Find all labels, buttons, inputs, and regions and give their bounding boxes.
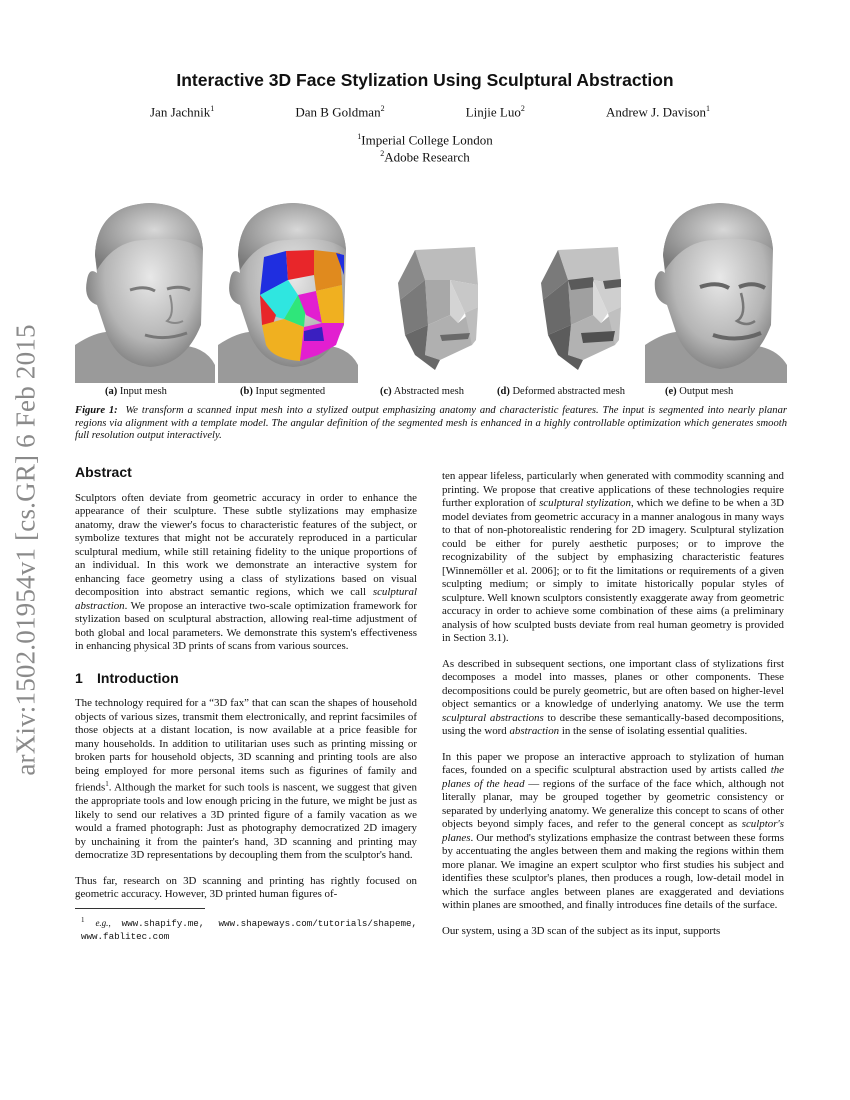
author: Dan B Goldman$^2$ — [295, 104, 385, 120]
panel-label: (a) Input mesh — [105, 386, 167, 397]
input-mesh-image — [75, 195, 215, 383]
left-column — [75, 466, 417, 943]
paper-title: Interactive 3D Face Stylization Using Sculptural Abstraction — [176, 70, 674, 90]
panel-label: (c) Abstracted mesh — [380, 386, 464, 397]
footnote-divider — [75, 908, 205, 909]
abstract-text: Sculptors often deviate from geometric accuracy in order to enhance the appearance of their sculpture. These subtle stylizations may emphasize anatomy, draw the viewer's focus to characteristic features of the subject, or symbolize textures that might not be accurately reproduced in a particular sculptural medium, while still retaining fidelity to the unique proportions of an individual. In this work we demonstrate an interactive system for enhancing face geometry using a class of stylizations based on visual decomposition into abstract semantic regions, which we call sculptural abstraction. We propose an interactive two-scale optimization framework for stylization based on sculptural abstraction, allowing real-time adjustment of both global and local parameters. We demonstrate this system's effectiveness in enhancing physical 3D prints of scans from various sources. — [75, 491, 417, 652]
segmented-mesh-image — [218, 195, 358, 383]
author-list — [150, 104, 710, 120]
body-paragraph: As described in subsequent sections, one important class of stylizations first decomposes a model into masses, planes or other components. These decompositions could be purely geometric, but are often based on higher-level object semantics or a knowledge of underlying anatomy. We use the term sculptural abstractions to describe these semantically-based decompositions, using the word abstraction in the sense of isolating essential qualities. — [442, 657, 785, 737]
author: Jan Jachnik$^1$ — [150, 104, 215, 120]
arxiv-stamp — [6, 300, 46, 800]
panel-label: (b) Input segmented — [240, 386, 326, 397]
figure-caption: Figure 1: We transform a scanned input mesh into a stylized output emphasizing anatomy and characteristic features. The input is segmented into nearly planar regions via alignment with a template model. The angular definition of the segmented mesh is enhanced in a highly controllable optimization which generates smooth full resolution output interactively. — [75, 405, 787, 441]
body-paragraph: Our system, using a 3D scan of the subject as its input, supports — [442, 924, 721, 937]
body-paragraph: In this paper we propose an interactive approach to stylization of human faces, founded on a specific sculptural abstraction used by artists called the planes of the head — regions of the surface of the face which, although not literally planar, may be grouped together by geometric consistency or separated by underlying anatomy. We generalize this concept to scans of other objects beyond simply faces, and refer to the general concept as sculptor's planes. Our method's stylizations emphasize the contrast between these forms by accentuating the angles between them and making the regions within them more planar. We imagine an expert sculptor who first studies his subject and identifies these sculptor's planes, then produces a rough, low-detail model in which the surface angles between planes are exaggerated and deviations within planes are smoothed, and finally introduces fine details of the surface. — [442, 750, 784, 911]
body-paragraph: ten appear lifeless, particularly when generated with commodity scanning and printing. We propose that creative applications of these technologies require further exploration of sculptural stylization, which we define to be when a 3D model deviates from geometric accuracy in a manner analogous in many ways to that of non-photorealistic rendering for 2D imagery. Sculptural stylization could be either for purely aesthetic purposes; or to improve the recognizability of the subject by emphasizing characteristic features [Winnemöller et al. 2006]; or to fit the limitations or requirements of a given sculpting medium; or simply to imitate historically popular styles of sculpture. Well known sculptors consistently exaggerate away from geometric accuracy in order to achieve some combination of these aims (a preliminary analysis of how sculpted busts deviate from real human geometry is provided in Section 3.1). — [442, 470, 785, 644]
panel-label: (d) Deformed abstracted mesh — [497, 386, 626, 397]
author: Linjie Luo$^2$ — [465, 104, 525, 120]
output-mesh-image — [645, 195, 787, 383]
affiliation: $^1$Imperial College London — [357, 132, 493, 148]
figure-1 — [75, 195, 787, 383]
affiliation: $^2$Adobe Research — [380, 149, 470, 165]
intro-paragraph: The technology required for a “3D fax” that can scan the shapes of household objects of various sizes, transmit them electronically, and reprint facsimiles of those objects at a distant location, is now available at a price feasible for many households. In addition to utilitarian uses such as printing missing or broken parts for household objects, 3D scanning and printing tools are also being employed for more personal items such as figurines of family and friends$^1$. Although the market for such tools is nascent, we suggest that given the appropriate tools and low enough pricing in the future, we might be just as likely to send our relatives a 3D printed figure of a family vacation as we would a framed photograph: Just as photography democratized 2D imagery by unchaining it from the painter's hand, 3D scanning and printing may democratize 3D representations by decoupling them from the sculptor's hand. — [75, 697, 417, 862]
author: Andrew J. Davison$^1$ — [605, 104, 710, 120]
deformed-mesh-image — [523, 195, 643, 383]
arxiv-stamp-text: arXiv:1502.01954v1 [cs.GR] 6 Feb 2015 — [10, 324, 41, 776]
footnote: $^1$ e.g., www.shapify.me, www.shapeways.com/tutorials/shapeme, www.fablitec.com — [81, 915, 418, 942]
abstract-heading: Abstract — [75, 464, 132, 480]
intro-paragraph: Thus far, research on 3D scanning and printing has rightly focused on geometric accuracy. However, 3D printed human figures of- — [75, 874, 417, 901]
abstracted-mesh-image — [380, 195, 500, 383]
right-column — [442, 470, 784, 950]
introduction-heading: 1 Introduction — [75, 669, 179, 686]
panel-label: (e) Output mesh — [665, 386, 734, 397]
